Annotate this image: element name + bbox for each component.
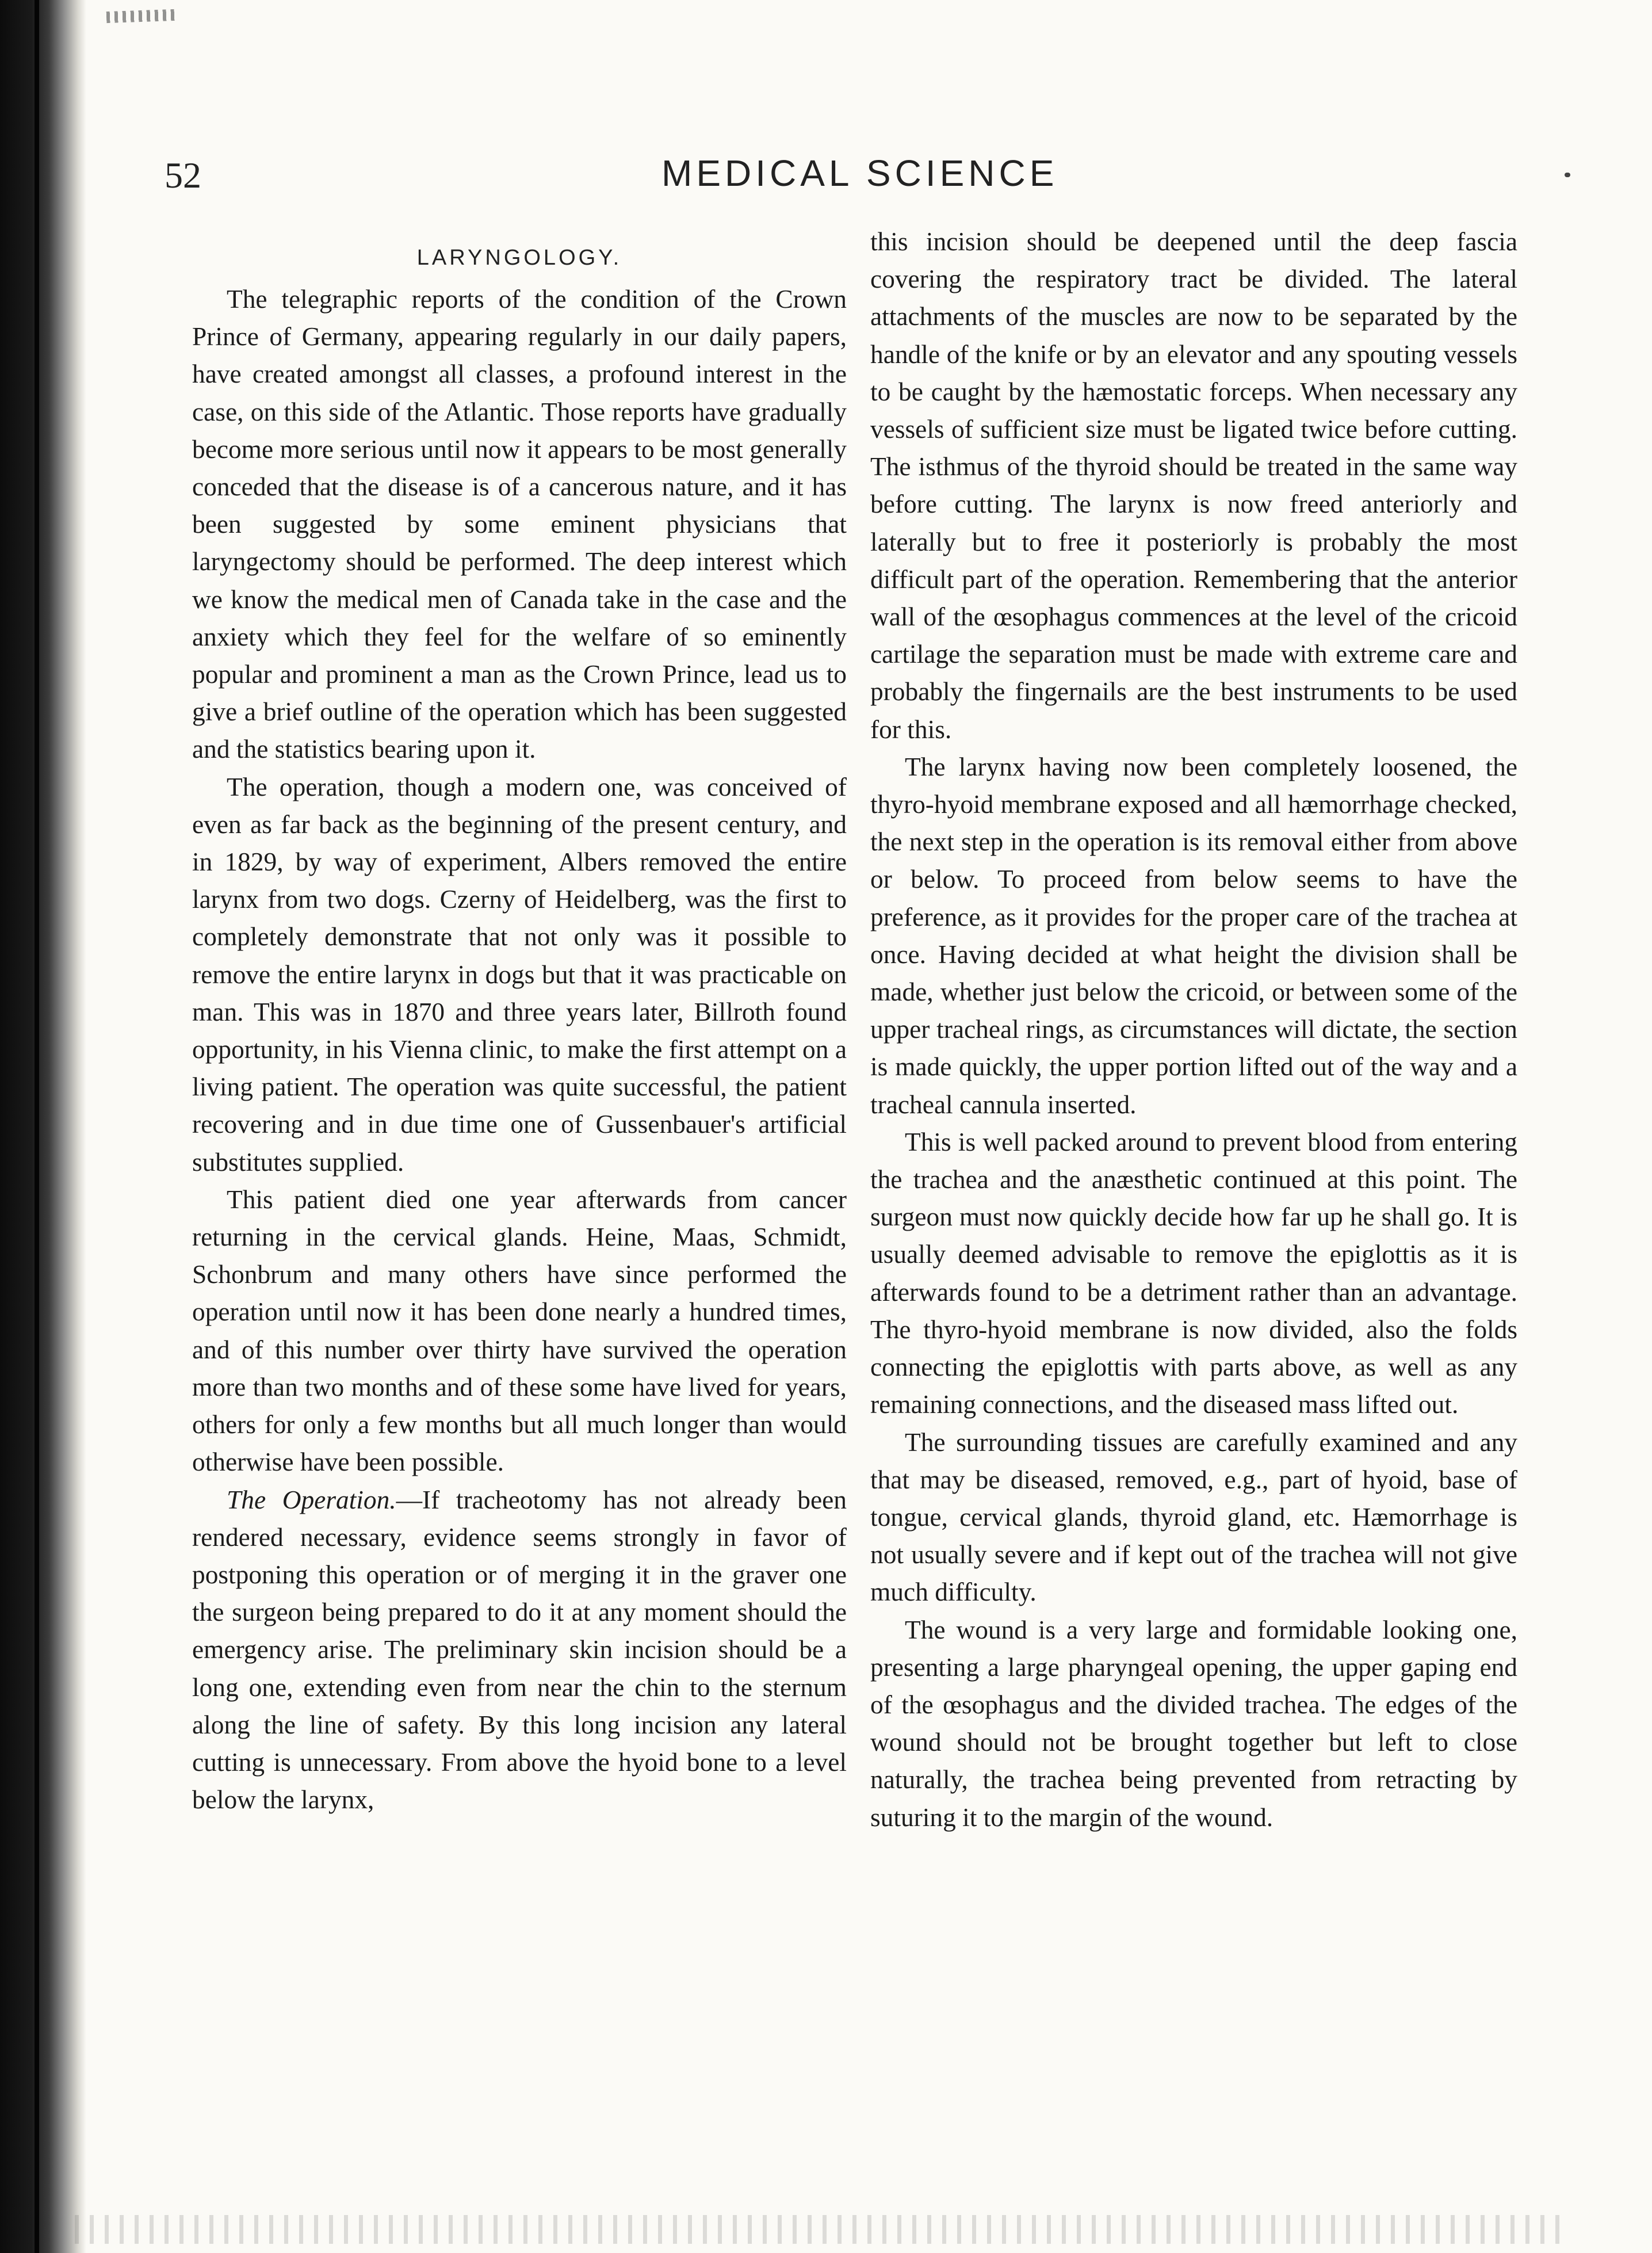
scan-smudge-bottom [75, 2215, 1570, 2244]
right-column-body [870, 223, 1517, 1836]
page-number: 52 [165, 155, 201, 196]
paragraph: This is well packed around to prevent blood from entering the trachea and the anæsthetic continued at this point. The surgeon must now quickly decide how far up he shall go. It is usually deemed advisable to remove the epiglottis as it is afterwards found to be a detriment rather than an advantage. The thyro-hyoid membrane is now divided, also the folds connecting the epiglottis with parts above, as well as any remaining connections, and the diseased mass lifted out. [870, 1127, 1517, 1419]
paragraph: The telegraphic reports of the condition of the Crown Prince of Germany, appearing regularly in our daily papers, have created amongst all classes, a profound interest in the case, on this side of the Atlantic. Those reports have gradually become more serious until now it appears to be most generally conceded that the disease is of a cancerous nature, and it has been suggested by some eminent physicians that laryngectomy should be performed. The deep interest which we know the medical men of Canada take in the case and the anxiety which they feel for the welfare of so eminently popular and prominent a man as the Crown Prince, lead us to give a brief outline of the operation which has been suggested and the statistics bearing upon it. [192, 285, 847, 764]
section-heading: LARYNGOLOGY. [416, 246, 622, 270]
paragraph: The larynx having now been completely loosened, the thyro-hyoid membrane exposed and all hæmorrhage checked, the next step in the operation is its removal either from above or below. To proceed from below seems to have the preference, as it provides for the proper care of the trachea at once. Having decided at what height the division shall be made, whether just below the cricoid, or between some of the upper tracheal rings, as circumstances will dictate, the section is made quickly, the upper portion lifted out of the way and a tracheal cannula inserted. [870, 752, 1517, 1119]
scan-smudge-top [106, 9, 176, 23]
running-head: MEDICAL SCIENCE [661, 152, 1058, 194]
scan-speck [1565, 173, 1570, 177]
paragraph: The wound is a very large and formidable looking one, presenting a large pharyngeal opening, the upper gaping end of the œsophagus and the divided trachea. The edges of the wound should not be brought together but left to close naturally, the trachea being prevented from retracting by suturing it to the margin of the wound. [870, 1615, 1517, 1832]
binding-edge [35, 0, 39, 2253]
paragraph [192, 1481, 847, 1819]
run-in-heading: The Operation. [227, 1485, 396, 1514]
paragraph: The surrounding tissues are carefully examined and any that may be diseased, removed, e.g., part of hyoid, base of tongue, cervical glands, thyroid gland, etc. Hæmorrhage is not usually severe and if kept out of the trachea will not give much difficulty. [870, 1427, 1517, 1607]
left-column-body [192, 281, 847, 1819]
paragraph: this incision should be deepened until the deep fascia covering the respiratory tract be divided. The lateral attachments of the muscles are now to be separated by the handle of the knife or by an elevator and any spouting vessels to be caught by the hæmostatic forceps. When necessary any vessels of sufficient size must be ligated twice before cutting. The isthmus of the thyroid should be treated in the same way before cutting. The larynx is now freed anteriorly and laterally but to free it posteriorly is probably the most difficult part of the operation. Remembering that the anterior wall of the œsophagus commences at the level of the cricoid cartilage the separation must be made with extreme care and probably the fingernails are the best instruments to be used for this. [870, 227, 1517, 744]
paragraph: This patient died one year afterwards from cancer returning in the cervical glands. Heine, Maas, Schmidt, Schonbrum and many others have since performed the operation until now it has been done nearly a hundred times, and of this number over thirty have survived the operation more than two months and of these some have lived for years, others for only a few months but all much longer than would otherwise have been possible. [192, 1185, 847, 1477]
paragraph-text: —If tracheotomy has not already been rendered necessary, evidence seems strongly in favor of postponing this operation or of merging it in the graver one the surgeon being prepared to do it at any moment should the emergency arise. The preliminary skin incision should be a long one, extending even from near the chin to the sternum along the line of safety. By this long incision any lateral cutting is unnecessary. From above the hyoid bone to a level below the larynx, [192, 1485, 847, 1815]
book-binding-shadow [0, 0, 86, 2253]
paragraph: The operation, though a modern one, was conceived of even as far back as the beginning of the present century, and in 1829, by way of experiment, Albers removed the entire larynx from two dogs. Czerny of Heidelberg, was the first to completely demonstrate that not only was it possible to remove the entire larynx in dogs but that it was practicable on man. This was in 1870 and three years later, Billroth found opportunity, in his Vienna clinic, to make the first attempt on a living patient. The operation was quite successful, the patient recovering and in due time one of Gussenbauer's artificial substitutes supplied. [192, 772, 847, 1177]
